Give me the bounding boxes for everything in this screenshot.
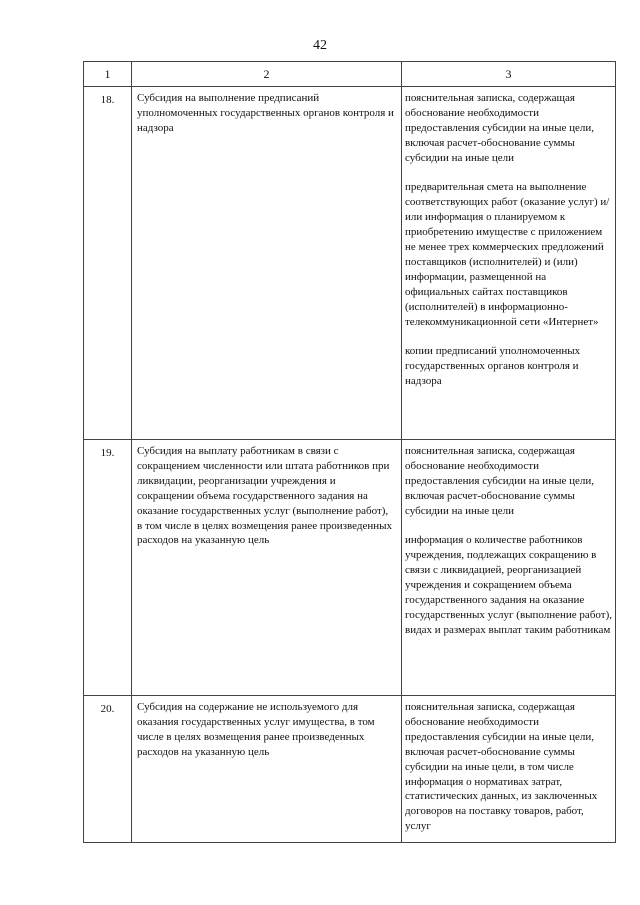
document-item: предварительная смета на выполнение соответствующих работ (оказание услуг) и/или информация о планируемом к приобретению имуществе с приложением не менее трех коммерческих предложений поставщиков (исполнителей) и (или) информации, размещенной на официальных сайтах поставщиков (исполнителей) в информационно-телекоммуникационной сети «Интернет» xyxy=(405,181,610,328)
required-documents xyxy=(402,87,616,440)
row-number: 18. xyxy=(84,87,132,440)
subsidy-documents-table xyxy=(83,61,616,843)
document-item: пояснительная записка, содержащая обоснование необходимости предоставления субсидии на иные цели, включая расчет-обоснование суммы субсидии на иные цели xyxy=(405,445,594,517)
document-item: копии предписаний уполномоченных государственных органов контроля и надзора xyxy=(405,345,581,388)
document-item: пояснительная записка, содержащая обоснование необходимости предоставления субсидии на иные цели, включая расчет-обоснование суммы субсидии на иные цели, в том числе информация о нормативах затрат, статистических данных, из заключенных договоров на поставку товаров, работ, услуг xyxy=(405,701,598,833)
subsidy-description: Субсидия на выплату работникам в связи с сокращением численности или штата работников при ликвидации, реорганизации учреждения и сокращении объема государственного задания на оказание государственных услуг (выполнение работ), в том числе в целях возмещения ранее произведенных расходов на указанную цель xyxy=(132,440,402,696)
column-header-1: 1 xyxy=(84,62,132,87)
row-number: 20. xyxy=(84,696,132,843)
column-header-3: 3 xyxy=(402,62,616,87)
row-number: 19. xyxy=(84,440,132,696)
table-row xyxy=(84,696,616,843)
document-item: пояснительная записка, содержащая обоснование необходимости предоставления субсидии на иные цели, включая расчет-обоснование суммы субсидии на иные цели xyxy=(405,92,594,164)
table-row xyxy=(84,440,616,696)
column-header-2: 2 xyxy=(132,62,402,87)
required-documents xyxy=(402,440,616,696)
document-item: информация о количестве работников учреждения, подлежащих сокращению в связи с ликвидацией, реорганизацией учреждения и сокращением объема государственного задания на оказание государственных услуг (выполнение работ), видах и размерах выплат таким работникам xyxy=(405,534,612,636)
subsidy-description: Субсидия на содержание не используемого для оказания государственных услуг имущества, в том числе в целях возмещения ранее произведенных расходов на указанную цель xyxy=(132,696,402,843)
table-row xyxy=(84,87,616,440)
subsidy-description: Субсидия на выполнение предписаний уполномоченных государственных органов контроля и надзора xyxy=(132,87,402,440)
table-header-row xyxy=(84,62,616,87)
required-documents xyxy=(402,696,616,843)
page-number: 42 xyxy=(313,38,327,53)
